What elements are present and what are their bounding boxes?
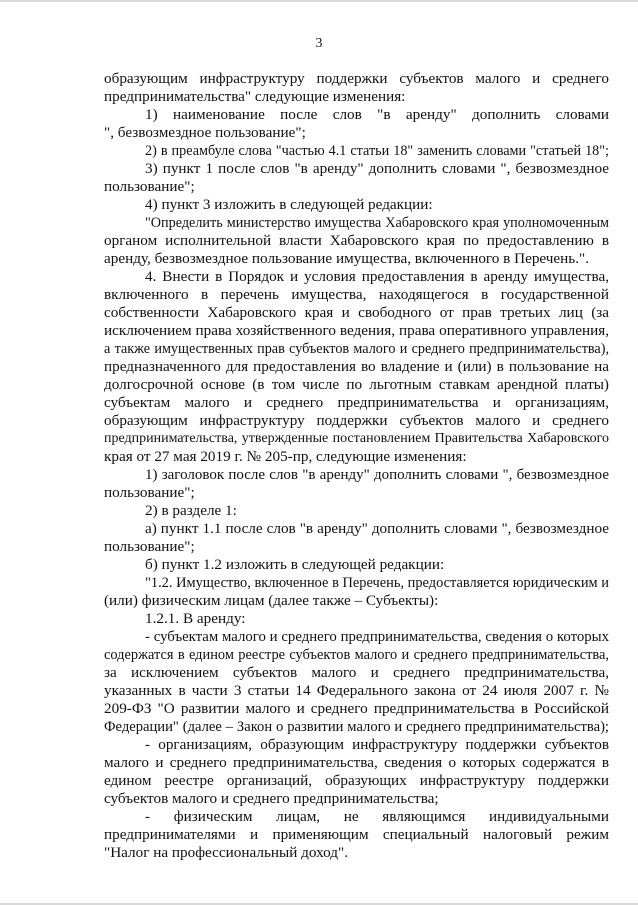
text-line: включенного в перечень имущества, находящегося в государственной — [104, 286, 609, 303]
text-line: едином реестре организаций, образующих инфраструктуру поддержки — [104, 772, 609, 789]
text-line: собственности Хабаровского края и свободного от прав третьих лиц (за — [104, 304, 609, 321]
text-line: 1) заголовок после слов "в аренду" дополнить словами ", безвозмездное — [145, 467, 609, 483]
text-line: 3) пункт 1 после слов "в аренду" дополнить словами ", безвозмездное — [145, 160, 609, 177]
text-line: ", безвозмездное пользование"; — [104, 124, 306, 141]
text-line: 2) в разделе 1: — [145, 502, 237, 519]
text-line: аренду, безвозмездное пользование имущества, включенного в Перечень.". — [104, 250, 590, 267]
text-line: 1) наименование после слов "в аренду" дополнить словами — [145, 106, 609, 123]
text-line: исключением права хозяйственного ведения, права оперативного управления, — [104, 322, 609, 339]
text-line: Федерации" (далее – Закон о развитии малого и среднего предпринимательства); — [104, 719, 609, 735]
text-line: органом исполнительной власти Хабаровского края по предоставлению в — [104, 232, 609, 249]
text-line: - субъектам малого и среднего предпринимательства, сведения о которых — [145, 629, 609, 645]
text-line: "Налог на профессиональный доход". — [104, 844, 348, 861]
text-line: субъектам малого и среднего предпринимательства и организациям, — [104, 394, 609, 411]
text-line: б) пункт 1.2 изложить в следующей редакции: — [145, 556, 445, 573]
text-line: - физическим лицам, не являющимся индивидуальными — [145, 808, 609, 825]
text-line: предпринимателями и применяющим специальный налоговый режим — [104, 826, 609, 843]
text-line: (или) физическим лицам (далее также – Субъекты): — [104, 592, 439, 609]
text-line: пользование"; — [104, 538, 195, 555]
text-line: а также имущественных прав субъектов малого и среднего предпринимательства), — [104, 341, 609, 357]
text-line: субъектов малого и среднего предпринимательства; — [104, 790, 439, 807]
text-line: указанных в части 3 статьи 14 Федерального закона от 24 июля 2007 г. № — [104, 682, 609, 699]
text-line: а) пункт 1.1 после слов "в аренду" дополнить словами ", безвозмездное — [145, 520, 609, 537]
text-line: образующим инфраструктуру поддержки субъектов малого и среднего — [104, 70, 609, 87]
text-line: 4) пункт 3 изложить в следующей редакции: — [145, 196, 433, 213]
text-line: 1.2.1. В аренду: — [145, 610, 246, 627]
text-line: края от 27 мая 2019 г. № 205-пр, следующие изменения: — [104, 448, 467, 465]
text-line: 209-ФЗ "О развитии малого и среднего предпринимательства в Российской — [104, 700, 609, 717]
text-line: "1.2. Имущество, включенное в Перечень, предоставляется юридическим и — [145, 575, 609, 591]
text-line: долгосрочной основе (в том числе по льготным ставкам арендной платы) — [104, 376, 609, 393]
page-top-edge — [0, 0, 638, 2]
text-line: содержатся в едином реестре субъектов малого и среднего предпринимательства, — [104, 647, 609, 663]
text-line: пользование"; — [104, 178, 195, 195]
text-line: - организациям, образующим инфраструктуру поддержки субъектов — [145, 736, 609, 753]
page-number: 3 — [315, 36, 323, 51]
text-line: предпринимательства" следующие изменения: — [104, 88, 406, 105]
text-line: 2) в преамбуле слова "частью 4.1 статьи 18" заменить словами "статьей 18"; — [145, 143, 609, 159]
text-line: пользование"; — [104, 484, 195, 501]
text-line: малого и среднего предпринимательства, сведения о которых содержатся в — [104, 754, 609, 771]
text-line: за исключением субъектов малого и среднего предпринимательства, — [104, 664, 609, 681]
text-line: предназначенного для предоставления во владение и (или) в пользование на — [104, 358, 609, 375]
text-line: предпринимательства, утвержденные постановлением Правительства Хабаровского — [104, 431, 609, 446]
text-line: образующим инфраструктуру поддержки субъектов малого и среднего — [104, 412, 609, 429]
text-line: "Определить министерство имущества Хабаровского края уполномоченным — [145, 215, 609, 231]
text-line: 4. Внести в Порядок и условия предоставления в аренду имущества, — [145, 268, 609, 285]
